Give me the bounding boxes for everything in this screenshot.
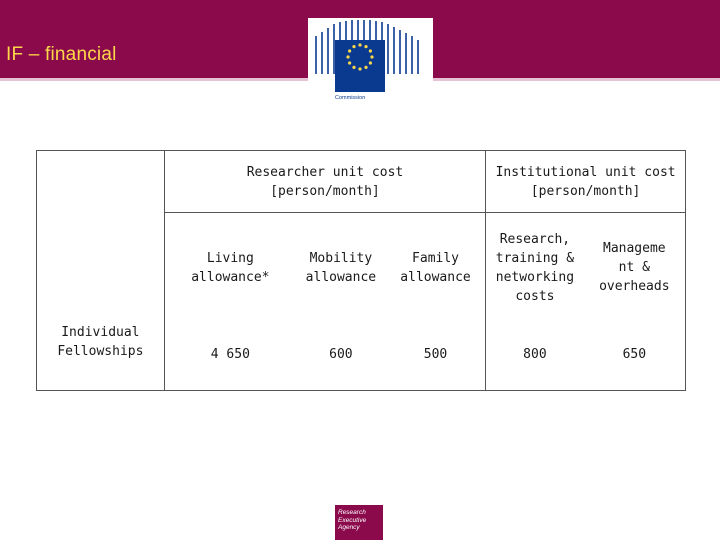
institutional-unit-cost-header xyxy=(486,151,686,213)
group-header-line: [person/month] xyxy=(270,183,380,199)
value-mobility-allowance: 600 xyxy=(296,323,386,391)
column-header-line: networking xyxy=(495,269,575,285)
group-header-line: [person/month] xyxy=(530,183,641,199)
group-header-line: Researcher unit cost xyxy=(246,164,404,180)
row-label-line: Individual xyxy=(61,324,140,340)
column-header-line: allowance* xyxy=(191,269,270,285)
row-label-line: Fellowships xyxy=(57,343,144,359)
column-header-line: Family xyxy=(412,250,460,266)
column-header-line: nt & xyxy=(618,260,650,276)
page-title: IF – financial xyxy=(6,44,117,65)
agency-logo-line: Agency xyxy=(338,524,360,531)
logo-text xyxy=(335,74,365,109)
column-header-line: Research, xyxy=(499,231,571,247)
column-header-living-allowance xyxy=(164,213,296,323)
value-family-allowance: 500 xyxy=(386,323,486,391)
column-header-line: allowance xyxy=(400,269,471,285)
column-header-line: overheads xyxy=(599,279,670,295)
column-header-line: Living xyxy=(206,250,254,266)
agency-logo-line: Executive xyxy=(338,516,367,524)
logo-text-line: Commission xyxy=(335,95,366,101)
agency-logo-line: Research xyxy=(338,509,366,516)
value-living-allowance: 4 650 xyxy=(164,323,296,391)
group-header-line: Institutional unit cost xyxy=(495,164,676,180)
column-header-line: costs xyxy=(515,288,555,304)
column-header-line: allowance xyxy=(305,269,377,285)
value-research-training-networking: 800 xyxy=(486,323,584,391)
value-management-overheads: 650 xyxy=(584,323,686,391)
logo-text-line: European xyxy=(335,81,359,87)
researcher-unit-cost-header xyxy=(164,151,485,213)
column-header-line: training & xyxy=(495,250,575,266)
european-commission-logo xyxy=(308,18,433,101)
column-header-line: Mobility xyxy=(309,250,373,266)
column-header-family-allowance xyxy=(386,213,486,323)
unit-cost-table xyxy=(36,150,686,391)
column-header-line: Manageme xyxy=(603,241,666,257)
column-header-management-overheads xyxy=(584,213,686,323)
column-header-mobility-allowance xyxy=(296,213,386,323)
corner-cell xyxy=(37,151,165,323)
table-row xyxy=(37,323,686,391)
column-header-research-training-networking xyxy=(486,213,584,323)
row-label-individual-fellowships xyxy=(37,323,165,391)
research-executive-agency-logo xyxy=(335,505,383,540)
